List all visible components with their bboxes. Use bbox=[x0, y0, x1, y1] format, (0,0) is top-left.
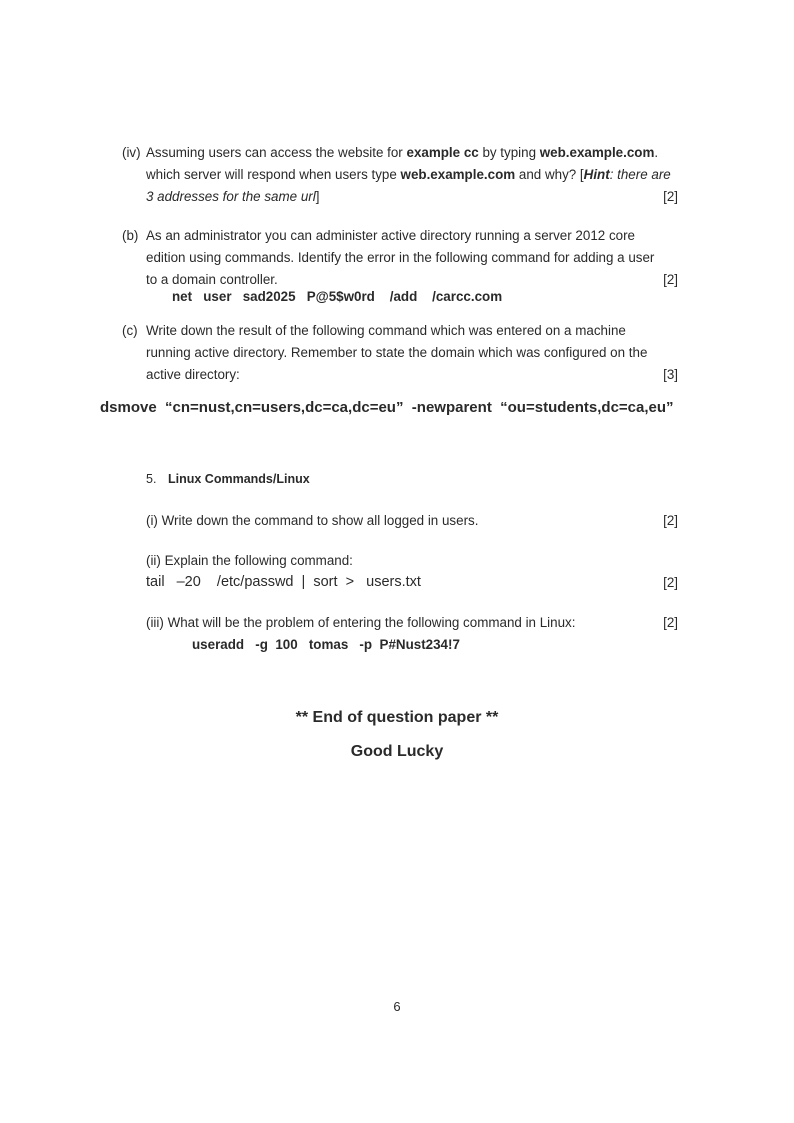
hint-text: 3 addresses for the same url bbox=[146, 189, 316, 204]
question-text-line: edition using commands. Identify the error in the following command for adding a user bbox=[146, 250, 655, 265]
bold-text: web.example.com bbox=[539, 145, 655, 160]
page-number: 6 bbox=[393, 999, 401, 1014]
question-text-line bbox=[146, 144, 658, 162]
text: and why? [ bbox=[515, 167, 584, 182]
marks: [2] bbox=[663, 615, 678, 630]
question-text-line: running active directory. Remember to state the domain which was configured on the bbox=[146, 345, 648, 360]
end-of-paper-text: ** End of question paper ** bbox=[295, 709, 499, 726]
marks: [2] bbox=[663, 272, 678, 287]
question-text-line: As an administrator you can administer active directory running a server 2012 core bbox=[146, 228, 635, 243]
text: by typing bbox=[478, 145, 540, 160]
command-text: net user sad2025 P@5$w0rd /add /carcc.com bbox=[172, 289, 503, 304]
question-text-line: (ii) Explain the following command: bbox=[146, 553, 353, 568]
command-text: dsmove “cn=nust,cn=users,dc=ca,dc=eu” -newparent “ou=students,dc=ca,eu” bbox=[100, 399, 674, 416]
marks: [2] bbox=[663, 189, 678, 204]
command-text: tail –20 /etc/passwd | sort > users.txt bbox=[146, 574, 421, 590]
question-label: (c) bbox=[122, 323, 138, 338]
bold-text: example cc bbox=[406, 145, 479, 160]
marks: [2] bbox=[663, 575, 678, 590]
question-text-line bbox=[146, 166, 671, 184]
bold-text: web.example.com bbox=[400, 167, 516, 182]
section-number: 5. bbox=[146, 472, 157, 486]
hint-label: Hint bbox=[583, 167, 610, 182]
marks: [3] bbox=[663, 367, 678, 382]
question-text-line: active directory: bbox=[146, 367, 240, 382]
section-title: Linux Commands/Linux bbox=[168, 472, 310, 486]
text: . bbox=[654, 145, 659, 160]
command-text: useradd -g 100 tomas -p P#Nust234!7 bbox=[192, 637, 460, 652]
question-text-line: (iii) What will be the problem of entering the following command in Linux: bbox=[146, 615, 576, 630]
text: Assuming users can access the website for bbox=[146, 145, 407, 160]
question-text-line bbox=[146, 188, 319, 206]
question-text-line: (i) Write down the command to show all logged in users. bbox=[146, 513, 479, 528]
text: which server will respond when users type bbox=[146, 167, 401, 182]
text: ] bbox=[315, 189, 320, 204]
good-luck-text: Good Lucky bbox=[350, 743, 444, 760]
question-text-line: Write down the result of the following command which was entered on a machine bbox=[146, 323, 626, 338]
hint-text: : there are bbox=[609, 167, 671, 182]
question-label: (iv) bbox=[122, 145, 141, 160]
question-label: (b) bbox=[122, 228, 139, 243]
marks: [2] bbox=[663, 513, 678, 528]
question-text-line: to a domain controller. bbox=[146, 272, 278, 287]
